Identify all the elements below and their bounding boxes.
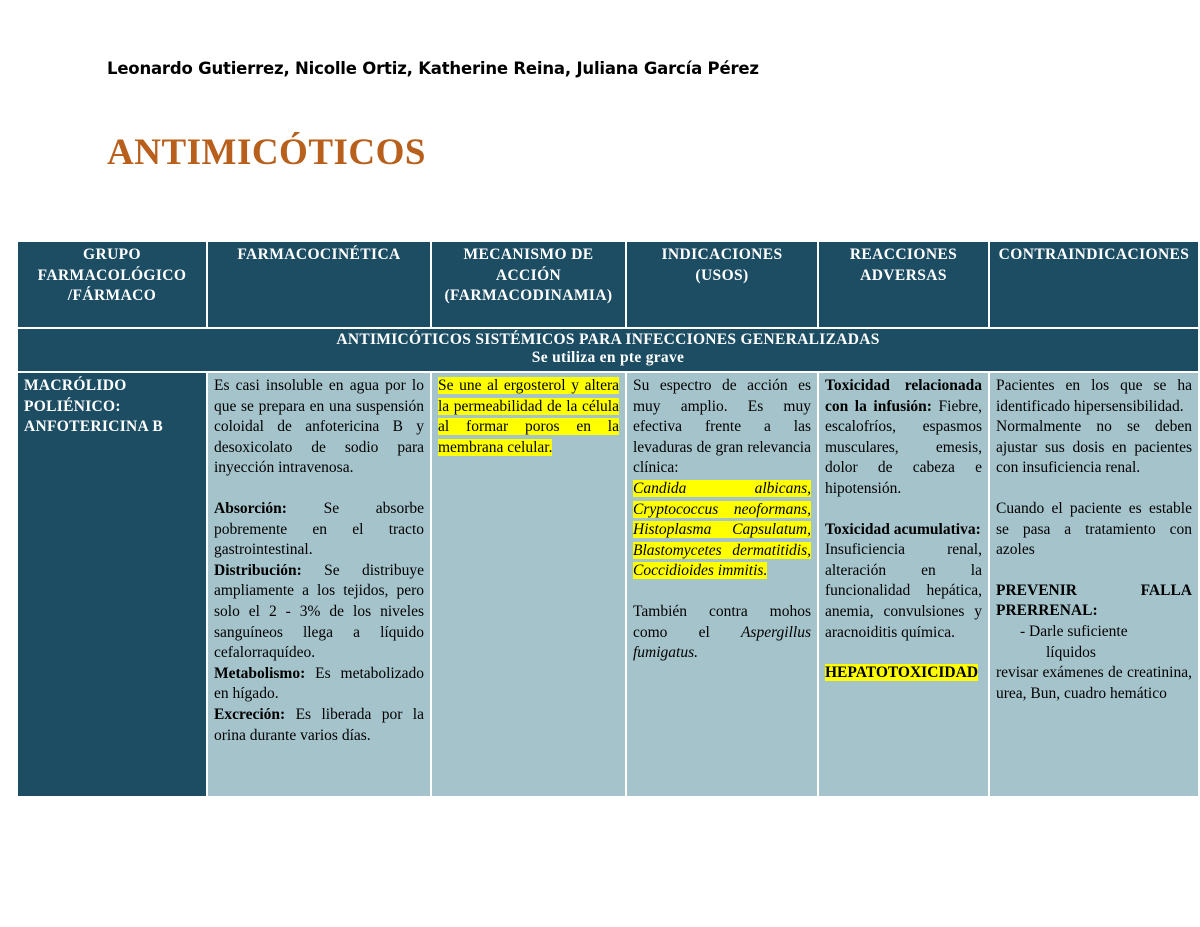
indications-molds bbox=[633, 602, 811, 664]
header-contraindications: CONTRAINDICACIONES bbox=[989, 241, 1199, 328]
header-mechanism: MECANISMO DE ACCIÓN (FARMACODINAMIA) bbox=[431, 241, 626, 328]
contra-p2: Normalmente no se deben ajustar sus dosis en pacientes con insuficiencia renal. bbox=[996, 418, 1192, 477]
table-header-row bbox=[17, 241, 1199, 328]
cell-indications bbox=[626, 372, 818, 797]
pk-intro: Es casi insoluble en agua por lo que se prepara en una suspensión coloidal de anfotericina B y desoxicolato de sodio para inyección intravenosa. bbox=[214, 377, 424, 477]
pk-excretion-text: Es liberada por la orina durante varios días. bbox=[214, 705, 424, 744]
header-indications: INDICACIONES (USOS) bbox=[626, 241, 818, 328]
adverse-cumulative-text: Insuficiencia renal, alteración en la funcionalidad hepática, anemia, convulsiones y aracnoiditis química. bbox=[825, 541, 982, 641]
contra-p3: Cuando el paciente es estable se pasa a tratamiento con azoles bbox=[996, 499, 1192, 559]
cell-pharmacokinetics bbox=[207, 372, 431, 797]
pk-distribution bbox=[214, 561, 424, 664]
authors-line: Leonardo Gutierrez, Nicolle Ortiz, Katherine Reina, Juliana García Pérez bbox=[107, 59, 759, 78]
indications-intro: Su espectro de acción es muy amplio. Es muy efectiva frente a las levaduras de gran relevancia clínica: bbox=[633, 377, 811, 477]
contra-p4: revisar exámenes de creatinina, urea, Bun, cuadro hemático bbox=[996, 664, 1192, 702]
hepatotoxicity-badge: HEPATOTOXICIDAD bbox=[825, 664, 979, 682]
indications-molds-intro: También contra mohos como el bbox=[633, 602, 811, 641]
contra-heading: PREVENIR FALLA PRERRENAL: bbox=[996, 581, 1192, 620]
pk-absorption-label: Absorción: bbox=[214, 499, 287, 517]
antimycotics-table bbox=[16, 240, 1200, 798]
adverse-infusion bbox=[825, 376, 982, 500]
header-group: GRUPO FARMACOLÓGICO /FÁRMACO bbox=[17, 241, 207, 328]
adverse-cumulative-label: Toxicidad acumulativa: bbox=[825, 520, 981, 538]
contra-p1: Pacientes en los que se ha identificado hipersensibilidad. bbox=[996, 377, 1192, 415]
header-adverse-reactions: REACCIONES ADVERSAS bbox=[818, 241, 989, 328]
pk-metabolism bbox=[214, 664, 424, 705]
section-cell bbox=[17, 328, 1199, 372]
page-title: ANTIMICÓTICOS bbox=[107, 132, 426, 173]
pk-absorption-text: Se absorbe pobremente en el tracto gastrointestinal. bbox=[214, 499, 424, 559]
section-row bbox=[17, 328, 1199, 372]
contra-bullet-cont: líquidos bbox=[1046, 643, 1096, 661]
cell-contraindications bbox=[989, 372, 1199, 797]
mechanism-text: Se une al ergosterol y altera la permeabilidad de la célula al formar poros en la membrana celular. bbox=[438, 377, 619, 456]
section-subtitle: Se utiliza en pte grave bbox=[531, 349, 685, 366]
cell-group: MACRÓLIDO POLIÉNICO: ANFOTERICINA B bbox=[17, 372, 207, 797]
indications-molds-name: Aspergillus fumigatus. bbox=[633, 623, 812, 662]
pk-absorption bbox=[214, 499, 424, 561]
pk-distribution-label: Distribución: bbox=[214, 561, 302, 579]
cell-mechanism bbox=[431, 372, 626, 797]
adverse-infusion-label: Toxicidad relacionada con la infusión: bbox=[825, 377, 982, 415]
pk-distribution-text: Se distribuye ampliamente a los tejidos, pero solo el 2 - 3% de los niveles sanguíneos llega a líquido cefalorraquídeo. bbox=[214, 561, 424, 662]
indications-organisms: Candida albicans, Cryptococcus neoformans, Histoplasma Capsulatum, Blastomycetes dermatitidis, Coccidioides immitis. bbox=[633, 479, 811, 580]
section-title: ANTIMICÓTICOS SISTÉMICOS PARA INFECCIONES GENERALIZADAS bbox=[336, 331, 880, 348]
cell-adverse-reactions bbox=[818, 372, 989, 797]
header-pharmacokinetics: FARMACOCINÉTICA bbox=[207, 241, 431, 328]
pk-metabolism-text: Es metabolizado en hígado. bbox=[214, 664, 425, 703]
table-row bbox=[17, 372, 1199, 797]
pk-excretion bbox=[214, 705, 424, 746]
pk-metabolism-label: Metabolismo: bbox=[214, 664, 306, 682]
contra-bullet: - Darle suficiente bbox=[1020, 622, 1128, 640]
adverse-infusion-text: Fiebre, escalofríos, espasmos musculares, emesis, dolor de cabeza e hipotensión. bbox=[825, 397, 983, 497]
pk-excretion-label: Excreción: bbox=[214, 705, 286, 723]
